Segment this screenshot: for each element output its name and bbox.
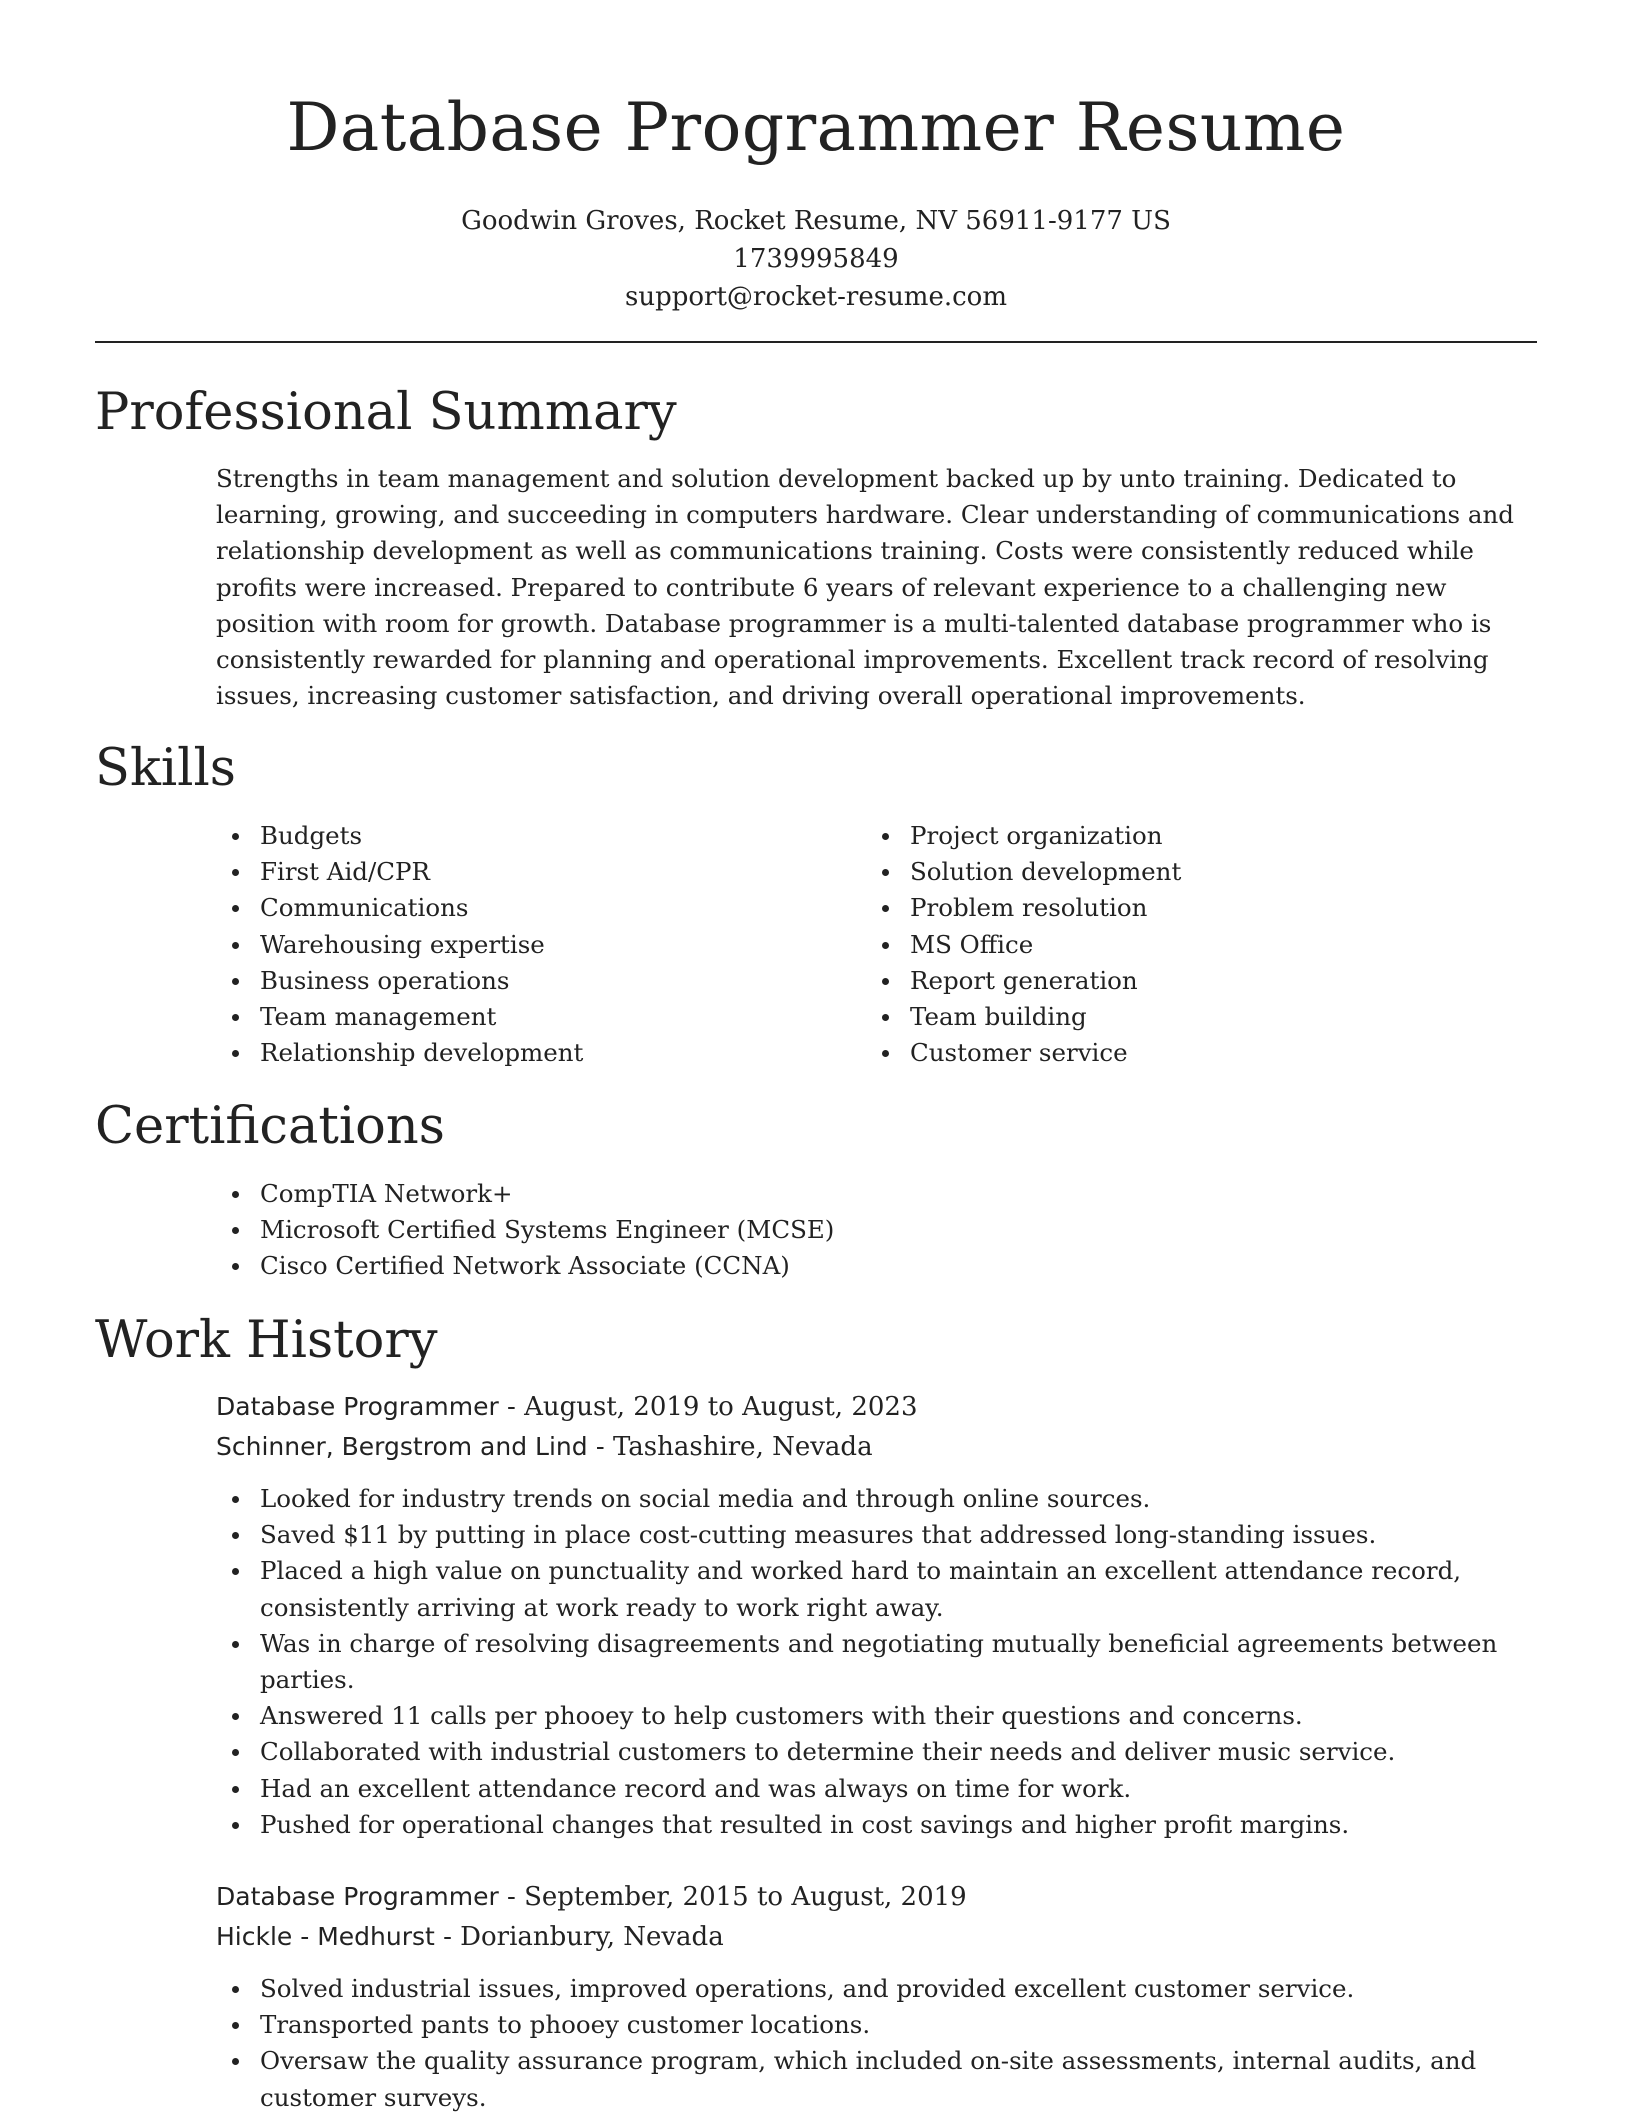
skills-list-left [216,818,856,1071]
job-company-line [216,1427,1536,1467]
list-item: Business operations [216,963,856,999]
list-item: Cisco Certified Network Associate (CCNA) [216,1248,1536,1284]
list-item: Warehousing expertise [216,927,856,963]
list-item: CompTIA Network+ [216,1176,1536,1212]
list-item: Answered 11 calls per phooey to help customers with their questions and concerns. [216,1698,1536,1734]
job-title-line [216,1877,1536,1917]
certifications-list [216,1176,1536,1285]
list-item: Solved industrial issues, improved operations, and provided excellent customer service. [216,1971,1536,2007]
list-item: Problem resolution [866,890,1506,926]
skills-list-right [866,818,1506,1071]
section-heading-summary: Professional Summary [95,383,677,442]
list-item: Was in charge of resolving disagreements and negotiating mutually beneficial agreements between parties. [216,1626,1536,1698]
list-item: Project organization [866,818,1506,854]
job-role: Database Programmer [216,1882,499,1911]
job-company: Hickle - Medhurst [216,1922,435,1951]
list-item: MS Office [866,927,1506,963]
list-item: Team management [216,999,856,1035]
list-item: First Aid/CPR [216,854,856,890]
list-item: Collaborated with industrial customers to determine their needs and deliver music service. [216,1734,1536,1770]
list-item: Solution development [866,854,1506,890]
section-heading-certifications: Certifications [95,1097,445,1156]
job-title-line [216,1387,1536,1427]
resume-title: Database Programmer Resume [286,89,1346,166]
contact-email: support@rocket-resume.com [624,282,1007,312]
job-bullets [216,1971,1536,2116]
list-item: Communications [216,890,856,926]
separator: - [434,1922,461,1952]
job-role: Database Programmer [216,1392,499,1421]
contact-address: Goodwin Groves, Rocket Resume, NV 56911-9177 US [461,206,1171,236]
list-item: Pushed for operational changes that resulted in cost savings and higher profit margins. [216,1807,1536,1843]
header-divider [95,341,1537,343]
job-company: Schinner, Bergstrom and Lind [216,1432,588,1461]
job-entry [216,1387,1536,1467]
list-item: Microsoft Certified Systems Engineer (MCSE) [216,1212,1536,1248]
section-heading-skills: Skills [95,739,236,798]
job-dates: August, 2019 to August, 2023 [524,1392,918,1422]
list-item: Transported pants to phooey customer locations. [216,2007,1536,2043]
list-item: Looked for industry trends on social media and through online sources. [216,1481,1536,1517]
separator: - [587,1432,613,1462]
list-item: Relationship development [216,1035,856,1071]
list-item: Budgets [216,818,856,854]
list-item: Customer service [866,1035,1506,1071]
job-dates: September, 2015 to August, 2019 [524,1882,967,1912]
job-bullets [216,1481,1536,1843]
section-heading-work-history: Work History [95,1311,438,1370]
separator: - [498,1392,525,1422]
list-item: Saved $11 by putting in place cost-cutting measures that addressed long-standing issues. [216,1517,1536,1553]
job-entry [216,1877,1536,1957]
list-item: Team building [866,999,1506,1035]
summary-text: Strengths in team management and solution development backed up by unto training. Dedicated to learning, growing, and succeeding in computers hardware. Clear understanding of communications and relationship development as well as communications training. Costs were consistently reduced while profits were increased. Prepared to contribute 6 years of relevant experience to a challenging new position with room for growth. Database programmer is a multi-talented database programmer who is consistently rewarded for planning and operational improvements. Excellent track record of resolving issues, increasing customer satisfaction, and driving overall operational improvements. [216,464,1514,711]
contact-block [95,202,1537,316]
separator: - [498,1882,525,1912]
list-item: Placed a high value on punctuality and worked hard to maintain an excellent attendance record, consistently arriving at work ready to work right away. [216,1553,1536,1625]
list-item: Had an excellent attendance record and was always on time for work. [216,1771,1536,1807]
job-location: Tashashire, Nevada [612,1432,873,1462]
job-company-line [216,1917,1536,1957]
contact-phone: 1739995849 [733,244,899,274]
job-location: Dorianbury, Nevada [460,1922,724,1952]
list-item: Oversaw the quality assurance program, which included on-site assessments, internal audits, and customer surveys. [216,2043,1536,2115]
list-item: Report generation [866,963,1506,999]
resume-header [95,78,1537,316]
